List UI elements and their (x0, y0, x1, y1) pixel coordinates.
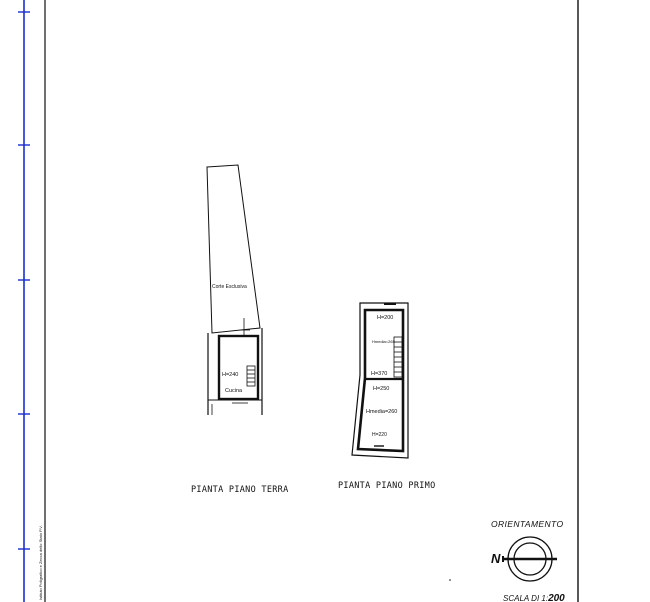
ground-floor-title: PIANTA PIANO TERRA (191, 485, 289, 495)
scale-prefix: SCALA DI 1: (503, 594, 549, 602)
courtyard-outline (207, 165, 260, 333)
first-floor-title: PIANTA PIANO PRIMO (338, 481, 436, 491)
ground-floor-plan (207, 165, 262, 415)
compass-rose (503, 537, 557, 581)
first-floor-inner-wall (358, 310, 403, 451)
ground-floor-stairs (247, 366, 255, 386)
first-floor-h-370: H=370 (371, 371, 388, 377)
ground-floor-height-label: H=240 (222, 372, 239, 378)
scale-value: 200 (548, 593, 565, 602)
first-floor-h-top: H=200 (377, 315, 394, 321)
first-floor-plan (352, 303, 408, 458)
scale-label (503, 593, 565, 602)
north-label: N (491, 551, 501, 566)
first-floor-h-250: H=250 (373, 386, 390, 392)
courtyard-label: Corte Esclusiva (212, 284, 247, 290)
left-ruler (18, 0, 30, 602)
orientation-title: ORIENTAMENTO (491, 519, 564, 529)
first-floor-h-mid-upper: Hmedia=265 (372, 339, 395, 344)
first-floor-h-bottom: H=220 (372, 432, 387, 438)
margin-note: Istituto Poligrafico e Zecca dello Stato P.V. (38, 525, 43, 600)
first-floor-stairs (394, 337, 402, 377)
first-floor-h-mid-lower: Hmedia=260 (366, 409, 398, 415)
kitchen-label: Cucina (225, 388, 243, 394)
